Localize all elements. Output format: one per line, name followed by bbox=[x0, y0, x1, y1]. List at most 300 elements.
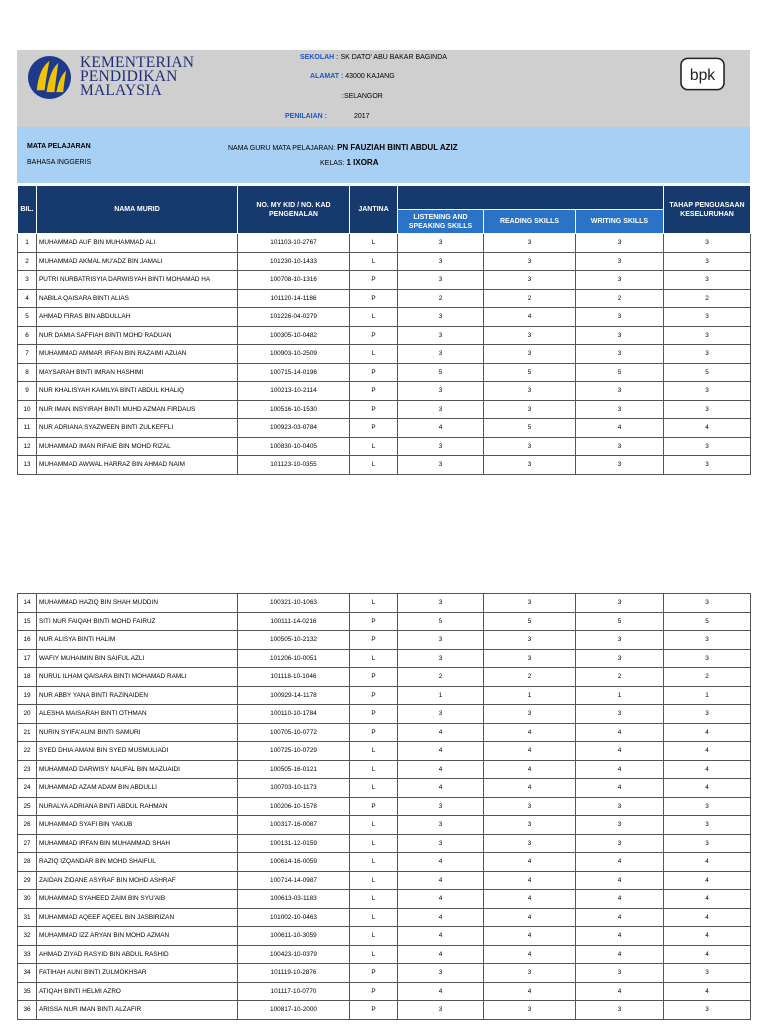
cell-writing: 4 bbox=[576, 853, 664, 872]
mata-pelajaran-label: MATA PELAJARAN bbox=[27, 143, 91, 150]
cell-mykid: 101206-10-0051 bbox=[238, 649, 350, 668]
cell-listening: 4 bbox=[398, 419, 484, 438]
cell-mykid: 100830-10-0405 bbox=[238, 437, 350, 456]
ministry-name bbox=[80, 56, 194, 98]
cell-nama: MAYSARAH BINTI IMRAN HASHIMI bbox=[37, 363, 238, 382]
cell-tahap: 4 bbox=[664, 945, 751, 964]
cell-tahap: 4 bbox=[664, 779, 751, 798]
cell-jantina: P bbox=[350, 382, 398, 401]
mata-pelajaran-value: BAHASA INGGERIS bbox=[27, 159, 92, 166]
cell-nama: MUHAMMAD AQEEF AQEEL BIN JASBIRIZAN bbox=[37, 908, 238, 927]
table-row bbox=[18, 797, 751, 816]
cell-mykid: 100705-10-0772 bbox=[238, 723, 350, 742]
col-tahap: TAHAP PENGUASAAN KESELURUHAN bbox=[664, 186, 751, 234]
cell-nama: NUR ADRIANA SYAZWEEN BINTI ZULKEFFLI bbox=[37, 419, 238, 438]
cell-tahap: 4 bbox=[664, 723, 751, 742]
guru-value: PN FAUZIAH BINTI ABDUL AZIZ bbox=[337, 143, 458, 152]
cell-nama: ZAIDAN ZIDANE ASYRAF BIN MOHD ASHRAF bbox=[37, 871, 238, 890]
cell-writing: 5 bbox=[576, 363, 664, 382]
cell-tahap: 3 bbox=[664, 649, 751, 668]
cell-reading: 3 bbox=[484, 382, 576, 401]
cell-tahap: 4 bbox=[664, 927, 751, 946]
cell-reading: 3 bbox=[484, 705, 576, 724]
cell-mykid: 101226-04-0279 bbox=[238, 308, 350, 327]
cell-mykid: 100929-14-1178 bbox=[238, 686, 350, 705]
cell-nama: MUHAMMAD AWWAL HARRAZ BIN AHMAD NAIM bbox=[37, 456, 238, 475]
alamat-value: 43000 KAJANG bbox=[345, 73, 395, 80]
cell-reading: 3 bbox=[484, 816, 576, 835]
cell-mykid: 100423-10-0379 bbox=[238, 945, 350, 964]
kelas-label: KELAS: bbox=[320, 160, 345, 167]
table-row bbox=[18, 382, 751, 401]
cell-tahap: 5 bbox=[664, 612, 751, 631]
cell-tahap: 4 bbox=[664, 871, 751, 890]
cell-nama: NUR ALISYA BINTI HALIM bbox=[37, 631, 238, 650]
cell-tahap: 3 bbox=[664, 437, 751, 456]
cell-mykid: 100516-10-1530 bbox=[238, 400, 350, 419]
cell-nama: MUHAMMAD AZAM ADAM BIN ABDULLI bbox=[37, 779, 238, 798]
cell-mykid: 100131-12-0159 bbox=[238, 834, 350, 853]
cell-bil: 18 bbox=[18, 668, 37, 687]
cell-bil: 12 bbox=[18, 437, 37, 456]
table-row bbox=[18, 779, 751, 798]
subject-header bbox=[17, 127, 750, 183]
cell-listening: 3 bbox=[398, 1001, 484, 1020]
cell-bil: 22 bbox=[18, 742, 37, 761]
cell-mykid: 100110-10-1784 bbox=[238, 705, 350, 724]
kelas-value: 1 IXORA bbox=[346, 158, 379, 167]
cell-listening: 3 bbox=[398, 631, 484, 650]
table-row bbox=[18, 234, 751, 253]
cell-writing: 3 bbox=[576, 234, 664, 253]
cell-listening: 3 bbox=[398, 456, 484, 475]
col-skills-group bbox=[398, 186, 664, 210]
cell-reading: 1 bbox=[484, 686, 576, 705]
cell-tahap: 3 bbox=[664, 816, 751, 835]
alamat-label: ALAMAT : bbox=[310, 73, 344, 80]
student-table-part-2 bbox=[17, 593, 751, 1020]
cell-jantina: P bbox=[350, 797, 398, 816]
bpk-text: bpk bbox=[689, 66, 716, 84]
cell-nama: SYED DHIA AMANI BIN SYED MUSMULIADI bbox=[37, 742, 238, 761]
cell-writing: 4 bbox=[576, 927, 664, 946]
cell-jantina: L bbox=[350, 945, 398, 964]
cell-bil: 16 bbox=[18, 631, 37, 650]
col-bil: BIL. bbox=[18, 186, 37, 234]
cell-jantina: P bbox=[350, 668, 398, 687]
cell-reading: 4 bbox=[484, 890, 576, 909]
cell-reading: 2 bbox=[484, 668, 576, 687]
cell-bil: 34 bbox=[18, 964, 37, 983]
table-row bbox=[18, 871, 751, 890]
cell-nama: NUR KHALISYAH KAMILYA BINTI ABDUL KHALIQ bbox=[37, 382, 238, 401]
cell-listening: 1 bbox=[398, 686, 484, 705]
cell-reading: 4 bbox=[484, 982, 576, 1001]
cell-writing: 1 bbox=[576, 686, 664, 705]
ministry-line-1: KEMENTERIAN bbox=[80, 54, 195, 71]
cell-mykid: 100614-16-0059 bbox=[238, 853, 350, 872]
cell-jantina: L bbox=[350, 456, 398, 475]
alamat-row-2 bbox=[342, 93, 383, 100]
cell-writing: 3 bbox=[576, 649, 664, 668]
cell-nama: ALESHA MAISARAH BINTI OTHMAN bbox=[37, 705, 238, 724]
cell-bil: 17 bbox=[18, 649, 37, 668]
cell-bil: 2 bbox=[18, 252, 37, 271]
cell-mykid: 100708-10-1316 bbox=[238, 271, 350, 290]
cell-reading: 3 bbox=[484, 834, 576, 853]
table-row bbox=[18, 289, 751, 308]
cell-jantina: L bbox=[350, 742, 398, 761]
cell-writing: 3 bbox=[576, 797, 664, 816]
cell-reading: 4 bbox=[484, 742, 576, 761]
cell-tahap: 4 bbox=[664, 890, 751, 909]
cell-jantina: L bbox=[350, 834, 398, 853]
cell-reading: 3 bbox=[484, 400, 576, 419]
cell-bil: 11 bbox=[18, 419, 37, 438]
table-row bbox=[18, 631, 751, 650]
table-row bbox=[18, 742, 751, 761]
cell-listening: 4 bbox=[398, 908, 484, 927]
col-listening: LISTENING AND SPEAKING SKILLS bbox=[398, 210, 484, 234]
cell-jantina: L bbox=[350, 871, 398, 890]
col-mykid: NO. MY KID / NO. KAD PENGENALAN bbox=[238, 186, 350, 234]
cell-listening: 3 bbox=[398, 400, 484, 419]
cell-bil: 6 bbox=[18, 326, 37, 345]
cell-bil: 13 bbox=[18, 456, 37, 475]
cell-jantina: P bbox=[350, 686, 398, 705]
table-row bbox=[18, 594, 751, 613]
cell-reading: 3 bbox=[484, 437, 576, 456]
cell-nama: NUR IMAN INSYIRAH BINTI MUHD AZMAN FIRDAUS bbox=[37, 400, 238, 419]
cell-listening: 3 bbox=[398, 797, 484, 816]
cell-bil: 25 bbox=[18, 797, 37, 816]
table-row bbox=[18, 326, 751, 345]
cell-writing: 4 bbox=[576, 779, 664, 798]
cell-bil: 36 bbox=[18, 1001, 37, 1020]
cell-mykid: 100505-16-0121 bbox=[238, 760, 350, 779]
table-row bbox=[18, 252, 751, 271]
guru-row bbox=[228, 143, 458, 152]
guru-label: NAMA GURU MATA PELAJARAN: bbox=[228, 145, 336, 152]
cell-mykid: 100213-10-2114 bbox=[238, 382, 350, 401]
cell-nama: NABILA QAISARA BINTI ALIAS bbox=[37, 289, 238, 308]
cell-jantina: P bbox=[350, 723, 398, 742]
cell-jantina: L bbox=[350, 437, 398, 456]
cell-bil: 29 bbox=[18, 871, 37, 890]
cell-tahap: 3 bbox=[664, 631, 751, 650]
cell-mykid: 101123-10-0355 bbox=[238, 456, 350, 475]
cell-jantina: L bbox=[350, 890, 398, 909]
cell-reading: 5 bbox=[484, 363, 576, 382]
cell-bil: 28 bbox=[18, 853, 37, 872]
cell-mykid: 100321-10-1063 bbox=[238, 594, 350, 613]
cell-tahap: 4 bbox=[664, 853, 751, 872]
cell-nama: RAZIQ IZQANDAR BIN MOHD SHAIFUL bbox=[37, 853, 238, 872]
cell-mykid: 101118-10-1046 bbox=[238, 668, 350, 687]
cell-listening: 3 bbox=[398, 252, 484, 271]
cell-reading: 3 bbox=[484, 271, 576, 290]
cell-nama: ARISSA NUR IMAN BINTI ALZAFIR bbox=[37, 1001, 238, 1020]
table-row bbox=[18, 982, 751, 1001]
cell-jantina: L bbox=[350, 927, 398, 946]
cell-jantina: L bbox=[350, 760, 398, 779]
cell-writing: 3 bbox=[576, 834, 664, 853]
cell-tahap: 3 bbox=[664, 234, 751, 253]
cell-nama: SITI NUR FAIQAH BINTI MOHD FAIRUZ bbox=[37, 612, 238, 631]
cell-writing: 3 bbox=[576, 308, 664, 327]
cell-bil: 14 bbox=[18, 594, 37, 613]
cell-reading: 4 bbox=[484, 871, 576, 890]
cell-writing: 3 bbox=[576, 345, 664, 364]
cell-bil: 3 bbox=[18, 271, 37, 290]
cell-bil: 9 bbox=[18, 382, 37, 401]
cell-bil: 7 bbox=[18, 345, 37, 364]
cell-listening: 5 bbox=[398, 612, 484, 631]
cell-jantina: P bbox=[350, 705, 398, 724]
cell-listening: 3 bbox=[398, 382, 484, 401]
cell-reading: 4 bbox=[484, 779, 576, 798]
cell-jantina: P bbox=[350, 1001, 398, 1020]
cell-jantina: P bbox=[350, 289, 398, 308]
cell-mykid: 100613-03-1183 bbox=[238, 890, 350, 909]
cell-listening: 4 bbox=[398, 742, 484, 761]
cell-writing: 3 bbox=[576, 252, 664, 271]
cell-tahap: 3 bbox=[664, 308, 751, 327]
cell-tahap: 4 bbox=[664, 982, 751, 1001]
cell-bil: 32 bbox=[18, 927, 37, 946]
cell-jantina: L bbox=[350, 594, 398, 613]
cell-nama: MUHAMMAD SYAHEED ZAIM BIN SYU'AIB bbox=[37, 890, 238, 909]
cell-nama: PUTRI NURBATRISYIA DARWISYAH BINTI MOHAMAD HA bbox=[37, 271, 238, 290]
cell-jantina: P bbox=[350, 631, 398, 650]
cell-reading: 4 bbox=[484, 927, 576, 946]
cell-listening: 4 bbox=[398, 927, 484, 946]
table-row bbox=[18, 456, 751, 475]
cell-listening: 4 bbox=[398, 871, 484, 890]
cell-bil: 26 bbox=[18, 816, 37, 835]
penilaian-row bbox=[285, 113, 370, 120]
cell-writing: 3 bbox=[576, 631, 664, 650]
cell-jantina: L bbox=[350, 649, 398, 668]
ministry-line-2: PENDIDIKAN bbox=[80, 68, 178, 85]
cell-tahap: 3 bbox=[664, 964, 751, 983]
cell-listening: 4 bbox=[398, 723, 484, 742]
cell-mykid: 101002-10-0463 bbox=[238, 908, 350, 927]
cell-reading: 3 bbox=[484, 345, 576, 364]
cell-writing: 4 bbox=[576, 760, 664, 779]
cell-nama: MUHAMMAD IZZ ARYAN BIN MOHD AZMAN bbox=[37, 927, 238, 946]
cell-tahap: 4 bbox=[664, 760, 751, 779]
cell-tahap: 2 bbox=[664, 668, 751, 687]
cell-bil: 20 bbox=[18, 705, 37, 724]
ministry-line-3: MALAYSIA bbox=[80, 82, 162, 99]
cell-bil: 15 bbox=[18, 612, 37, 631]
cell-mykid: 101230-10-1433 bbox=[238, 252, 350, 271]
table-row bbox=[18, 890, 751, 909]
cell-writing: 2 bbox=[576, 289, 664, 308]
cell-mykid: 101120-14-1186 bbox=[238, 289, 350, 308]
cell-writing: 4 bbox=[576, 723, 664, 742]
penilaian-value: 2017 bbox=[353, 113, 370, 120]
table-row bbox=[18, 945, 751, 964]
table-row bbox=[18, 612, 751, 631]
cell-writing: 3 bbox=[576, 437, 664, 456]
cell-mykid: 100923-03-0784 bbox=[238, 419, 350, 438]
cell-listening: 4 bbox=[398, 853, 484, 872]
cell-mykid: 100206-10-1578 bbox=[238, 797, 350, 816]
cell-listening: 4 bbox=[398, 760, 484, 779]
cell-listening: 3 bbox=[398, 964, 484, 983]
cell-nama: MUHAMMAD IMAN RIFAIE BIN MOHD RIZAL bbox=[37, 437, 238, 456]
table-row bbox=[18, 400, 751, 419]
cell-tahap: 3 bbox=[664, 345, 751, 364]
cell-writing: 3 bbox=[576, 400, 664, 419]
cell-writing: 3 bbox=[576, 326, 664, 345]
cell-jantina: P bbox=[350, 400, 398, 419]
cell-reading: 3 bbox=[484, 594, 576, 613]
cell-tahap: 5 bbox=[664, 363, 751, 382]
cell-jantina: L bbox=[350, 908, 398, 927]
sekolah-label: SEKOLAH : bbox=[300, 54, 339, 61]
cell-listening: 3 bbox=[398, 834, 484, 853]
cell-mykid: 101103-10-2767 bbox=[238, 234, 350, 253]
cell-bil: 21 bbox=[18, 723, 37, 742]
cell-listening: 4 bbox=[398, 779, 484, 798]
cell-tahap: 3 bbox=[664, 456, 751, 475]
cell-tahap: 3 bbox=[664, 705, 751, 724]
alamat-state: :SELANGOR bbox=[342, 93, 383, 100]
cell-jantina: P bbox=[350, 326, 398, 345]
cell-nama: NURIN SYIFA'AUNI BINTI SAMURI bbox=[37, 723, 238, 742]
cell-bil: 1 bbox=[18, 234, 37, 253]
cell-tahap: 2 bbox=[664, 289, 751, 308]
cell-jantina: L bbox=[350, 779, 398, 798]
cell-tahap: 3 bbox=[664, 400, 751, 419]
cell-bil: 24 bbox=[18, 779, 37, 798]
cell-listening: 4 bbox=[398, 890, 484, 909]
cell-nama: NUR DAMIA SAFFIAH BINTI MOHD RADUAN bbox=[37, 326, 238, 345]
cell-writing: 3 bbox=[576, 705, 664, 724]
cell-reading: 4 bbox=[484, 760, 576, 779]
cell-writing: 3 bbox=[576, 816, 664, 835]
table-row bbox=[18, 1001, 751, 1020]
cell-tahap: 4 bbox=[664, 742, 751, 761]
cell-writing: 4 bbox=[576, 945, 664, 964]
table-row bbox=[18, 964, 751, 983]
cell-bil: 33 bbox=[18, 945, 37, 964]
cell-reading: 3 bbox=[484, 252, 576, 271]
cell-bil: 4 bbox=[18, 289, 37, 308]
cell-jantina: L bbox=[350, 308, 398, 327]
student-table-part-1 bbox=[17, 185, 751, 475]
table-row bbox=[18, 668, 751, 687]
cell-tahap: 3 bbox=[664, 252, 751, 271]
cell-reading: 3 bbox=[484, 964, 576, 983]
cell-reading: 4 bbox=[484, 853, 576, 872]
cell-reading: 4 bbox=[484, 723, 576, 742]
cell-bil: 5 bbox=[18, 308, 37, 327]
cell-mykid: 100715-14-0196 bbox=[238, 363, 350, 382]
cell-mykid: 100111-14-0216 bbox=[238, 612, 350, 631]
cell-mykid: 101117-10-0770 bbox=[238, 982, 350, 1001]
cell-nama: MUHAMMAD SYAFI BIN YAKUB bbox=[37, 816, 238, 835]
cell-nama: MUHAMMAD AUF BIN MUHAMMAD ALI bbox=[37, 234, 238, 253]
cell-mykid: 100903-10-2509 bbox=[238, 345, 350, 364]
cell-listening: 4 bbox=[398, 945, 484, 964]
cell-mykid: 100317-16-0087 bbox=[238, 816, 350, 835]
cell-writing: 4 bbox=[576, 419, 664, 438]
col-jantina: JANTINA bbox=[350, 186, 398, 234]
cell-jantina: L bbox=[350, 816, 398, 835]
cell-bil: 35 bbox=[18, 982, 37, 1001]
cell-reading: 3 bbox=[484, 326, 576, 345]
cell-reading: 3 bbox=[484, 649, 576, 668]
table-row bbox=[18, 686, 751, 705]
cell-listening: 3 bbox=[398, 308, 484, 327]
cell-reading: 5 bbox=[484, 612, 576, 631]
cell-reading: 5 bbox=[484, 419, 576, 438]
cell-listening: 2 bbox=[398, 289, 484, 308]
cell-bil: 8 bbox=[18, 363, 37, 382]
cell-writing: 5 bbox=[576, 612, 664, 631]
cell-listening: 3 bbox=[398, 705, 484, 724]
cell-jantina: P bbox=[350, 419, 398, 438]
cell-reading: 3 bbox=[484, 797, 576, 816]
table-row bbox=[18, 927, 751, 946]
cell-listening: 5 bbox=[398, 363, 484, 382]
cell-mykid: 100725-10-0729 bbox=[238, 742, 350, 761]
cell-jantina: P bbox=[350, 964, 398, 983]
cell-bil: 23 bbox=[18, 760, 37, 779]
cell-listening: 3 bbox=[398, 345, 484, 364]
table-row bbox=[18, 419, 751, 438]
cell-jantina: P bbox=[350, 612, 398, 631]
cell-listening: 4 bbox=[398, 982, 484, 1001]
kelas-row bbox=[320, 158, 378, 167]
cell-nama: AHMAD FIRAS BIN ABDULLAH bbox=[37, 308, 238, 327]
cell-bil: 19 bbox=[18, 686, 37, 705]
cell-jantina: L bbox=[350, 234, 398, 253]
cell-mykid: 100505-10-2132 bbox=[238, 631, 350, 650]
cell-nama: NURUL ILHAM QAISARA BINTI MOHAMAD RAMLI bbox=[37, 668, 238, 687]
cell-nama: WAFIY MUHAIMIN BIN SAIFUL AZLI bbox=[37, 649, 238, 668]
cell-nama: NURALYA ADRIANA BINTI ABDUL RAHMAN bbox=[37, 797, 238, 816]
cell-mykid: 100714-14-0987 bbox=[238, 871, 350, 890]
cell-mykid: 100817-10-2000 bbox=[238, 1001, 350, 1020]
cell-reading: 2 bbox=[484, 289, 576, 308]
table-row bbox=[18, 345, 751, 364]
cell-mykid: 100305-10-0482 bbox=[238, 326, 350, 345]
cell-tahap: 3 bbox=[664, 797, 751, 816]
sekolah-value: SK DATO' ABU BAKAR BAGINDA bbox=[340, 54, 447, 61]
table-row bbox=[18, 649, 751, 668]
cell-mykid: 101119-10-2876 bbox=[238, 964, 350, 983]
cell-nama: ATIQAH BINTI HELMI AZRO bbox=[37, 982, 238, 1001]
col-writing: WRITING SKILLS bbox=[576, 210, 664, 234]
cell-nama: MUHAMMAD DARWISY NAUFAL BIN MAZUAIDI bbox=[37, 760, 238, 779]
cell-writing: 4 bbox=[576, 871, 664, 890]
cell-jantina: P bbox=[350, 271, 398, 290]
cell-writing: 3 bbox=[576, 382, 664, 401]
cell-writing: 2 bbox=[576, 668, 664, 687]
cell-listening: 3 bbox=[398, 326, 484, 345]
cell-listening: 3 bbox=[398, 271, 484, 290]
table-row bbox=[18, 853, 751, 872]
bpk-logo-icon bbox=[680, 57, 725, 91]
table-row bbox=[18, 271, 751, 290]
penilaian-label: PENILAIAN : bbox=[285, 113, 327, 120]
cell-writing: 3 bbox=[576, 594, 664, 613]
